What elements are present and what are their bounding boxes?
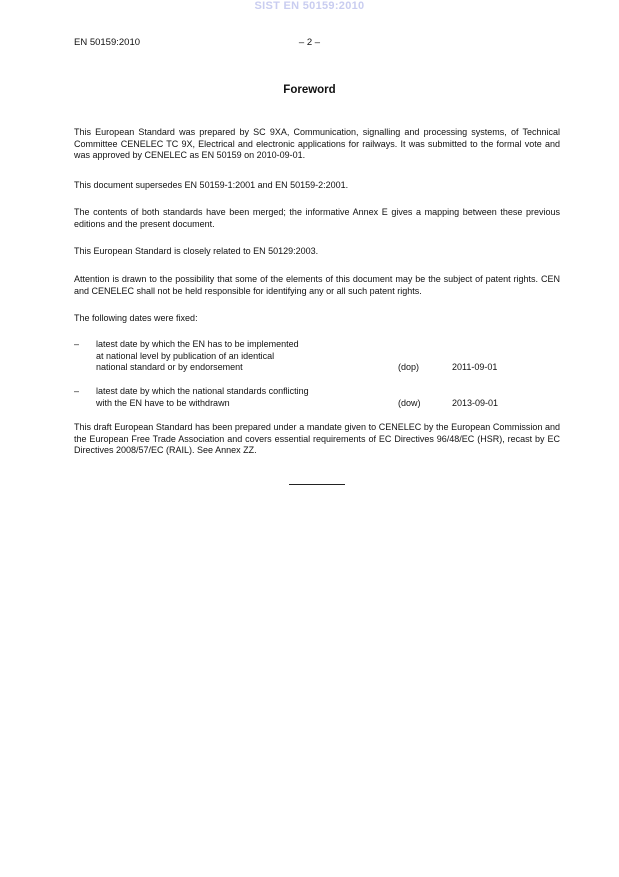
list-dash: –	[74, 386, 80, 396]
paragraph-supersedes: This document supersedes EN 50159-1:2001 and EN 50159-2:2001.	[74, 180, 349, 190]
paragraph-mandate: This draft European Standard has been prepared under a mandate given to CENELEC by the European Commission and the European Free Trade Association and covers essential requirements of EC Directives 96/48/EC (HSR), recast by EC Directives 2008/57/EC (RAIL). See Annex ZZ.	[74, 422, 560, 455]
paragraph-patent-rights: Attention is drawn to the possibility that some of the elements of this document may be the subject of patent rights. CEN and CENELEC shall not be held responsible for identifying any or all such patent rights.	[74, 274, 560, 296]
document-id: EN 50159:2010	[74, 37, 141, 48]
page-title: Foreword	[283, 84, 336, 96]
watermark: SIST EN 50159:2010	[254, 0, 365, 12]
list-item-text-line: with the EN have to be withdrawn	[96, 398, 230, 408]
date-value: 2013-09-01	[452, 398, 499, 408]
paragraph-merged-contents: The contents of both standards have been merged; the informative Annex E gives a mapping between these previous editions and the present document.	[74, 207, 560, 229]
list-dash: –	[74, 339, 80, 349]
list-item-text-line: latest date by which the national standards conflicting	[96, 386, 309, 396]
paragraph-preparation: This European Standard was prepared by SC 9XA, Communication, signalling and processing systems, of Technical Committee CENELEC TC 9X, Electrical and electronic applications for railways. It was submitted to the formal vote and was approved by CENELEC as EN 50159 on 2010-09-01.	[74, 127, 560, 160]
paragraph-dates-intro: The following dates were fixed:	[74, 313, 198, 323]
end-divider	[289, 484, 345, 485]
date-abbreviation: (dop)	[398, 362, 420, 372]
date-abbreviation: (dow)	[398, 398, 421, 408]
list-item-text-line: latest date by which the EN has to be implemented	[96, 339, 299, 349]
list-item-text-line: national standard or by endorsement	[96, 362, 243, 372]
date-value: 2011-09-01	[452, 362, 498, 372]
paragraph-related-standard: This European Standard is closely related to EN 50129:2003.	[74, 246, 319, 256]
page-number: – 2 –	[298, 37, 321, 48]
list-item-text-line: at national level by publication of an identical	[96, 350, 275, 361]
